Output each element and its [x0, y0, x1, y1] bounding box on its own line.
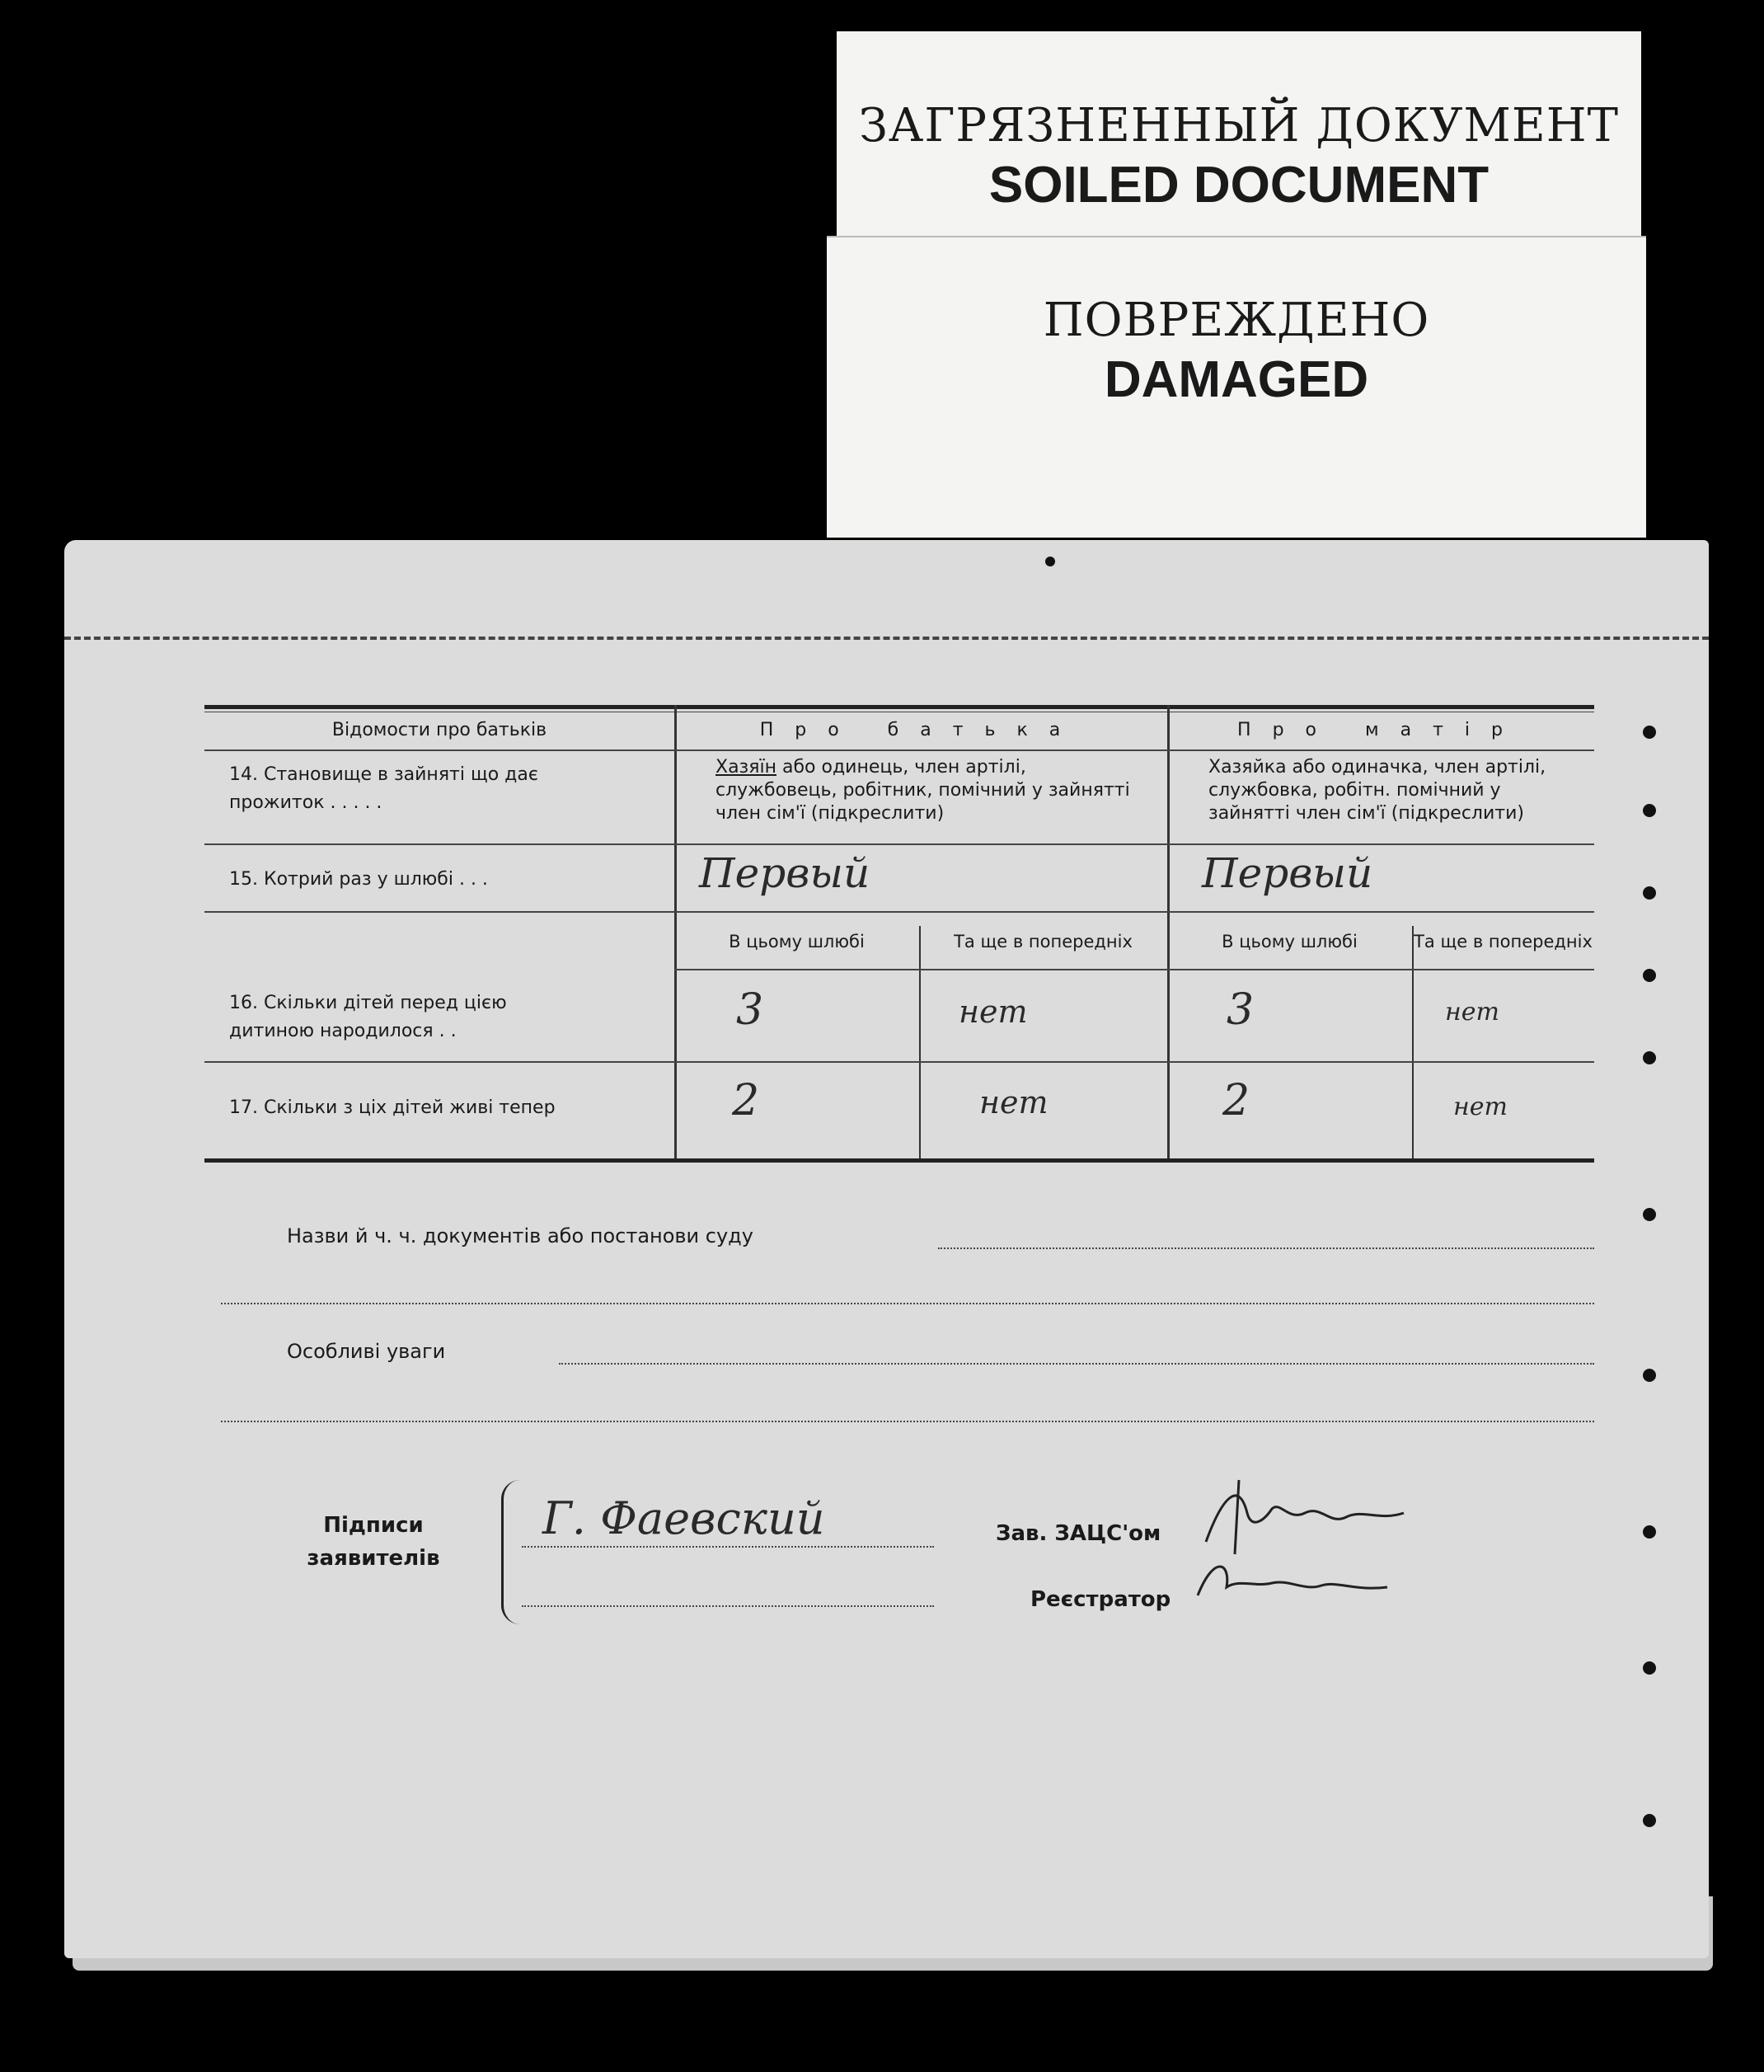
applicants-label-line-1: Підписи — [323, 1513, 424, 1538]
punch-hole — [1643, 1051, 1656, 1064]
applicants-signature-label — [295, 1509, 452, 1575]
row-divider — [204, 1061, 1594, 1063]
damaged-label-en: DAMAGED — [1104, 351, 1369, 408]
father-previous-header: Та ще в попередніх — [954, 932, 1133, 951]
document-sheet — [64, 540, 1709, 1958]
applicant-signature-line-2 — [522, 1605, 934, 1607]
header-father: Про батька — [759, 719, 1082, 740]
damaged-label — [827, 237, 1646, 538]
punch-hole — [1643, 726, 1656, 739]
row-14-father-underlined: Хазяїн — [715, 757, 776, 778]
punch-hole — [1643, 1369, 1656, 1382]
row-17-mother-prev: нет — [1453, 1092, 1508, 1121]
col-divider — [919, 926, 921, 1158]
applicant-signature-line — [522, 1546, 934, 1548]
row-17-label: 17. Скільки з ціх дітей живі тепер — [229, 1097, 556, 1118]
applicant-signature: Г. Фаевский — [542, 1492, 825, 1544]
punch-hole — [1643, 804, 1656, 817]
row-16-mother-prev: нет — [1445, 998, 1499, 1027]
row-divider — [204, 843, 1594, 845]
row-14-father-options — [715, 756, 1144, 825]
header-parents-info: Відомости про батьків — [331, 719, 547, 740]
col-divider — [1412, 926, 1414, 1158]
documents-label: Назви й ч. ч. документів або постанови суду — [287, 1224, 753, 1247]
row-divider — [674, 969, 1594, 970]
applicants-label-line-2: заявителів — [307, 1546, 440, 1571]
header-mother: Про матір — [1237, 719, 1524, 740]
mother-previous-header: Та ще в попередніх — [1414, 932, 1593, 951]
soiled-label-en: SOILED DOCUMENT — [988, 157, 1490, 214]
row-divider — [204, 911, 1594, 913]
row-16-father-prev: нет — [959, 994, 1028, 1030]
table-top-rule — [204, 705, 1594, 709]
row-15-mother-value: Первый — [1202, 849, 1373, 897]
punch-hole — [1643, 969, 1656, 982]
registrar-label: Реєстратор — [1030, 1587, 1171, 1612]
punch-hole — [1643, 1208, 1656, 1221]
zags-head-label: Зав. ЗАЦС'ом — [996, 1521, 1161, 1546]
row-15-label: 15. Котрий раз у шлюбі . . . — [229, 869, 488, 890]
punch-hole — [1643, 1814, 1656, 1827]
perforation-line — [64, 637, 1709, 640]
table-bottom-rule — [204, 1158, 1594, 1163]
row-17-father-this: 2 — [732, 1076, 760, 1125]
mother-this-marriage-header: В цьому шлюбі — [1222, 932, 1358, 951]
punch-hole — [1045, 557, 1055, 566]
row-divider — [204, 749, 1594, 751]
notes-label: Особливі уваги — [287, 1340, 446, 1363]
official-signatures — [1189, 1464, 1420, 1620]
row-14-label: 14. Становище в зайняті що дає прожиток . . . . . — [229, 764, 538, 813]
row-17-father-prev: нет — [979, 1084, 1049, 1121]
notes-line — [559, 1363, 1594, 1365]
documents-line-2 — [221, 1303, 1594, 1304]
signature-brace — [501, 1480, 520, 1624]
row-16-father-this: 3 — [736, 985, 764, 1035]
row-14-father-rest: або одинець, член артілі, службовець, робітник, помічний у зайнятті член сім'ї (підкреслити) — [715, 757, 1130, 824]
row-15-father-value: Первый — [699, 849, 870, 897]
row-14-mother-options: Хазяйка або одиначка, член артілі, службовка, робітн. помічний у зайнятті член сім'ї (підкреслити) — [1208, 757, 1546, 824]
documents-line — [938, 1247, 1594, 1249]
damaged-label-ru: ПОВРЕЖДЕНО — [1043, 294, 1430, 347]
punch-hole — [1643, 1661, 1656, 1675]
row-16-label: 16. Скільки дітей перед цією дитиною народилося . . — [229, 993, 507, 1041]
punch-hole — [1643, 886, 1656, 900]
row-16-mother-this: 3 — [1227, 985, 1255, 1035]
notes-line-2 — [221, 1421, 1594, 1422]
soiled-label-ru: ЗАГРЯЗНЕННЫЙ ДОКУМЕНТ — [859, 99, 1619, 153]
row-17-mother-this: 2 — [1222, 1076, 1250, 1125]
father-this-marriage-header: В цьому шлюбі — [729, 932, 865, 951]
punch-hole — [1643, 1525, 1656, 1539]
